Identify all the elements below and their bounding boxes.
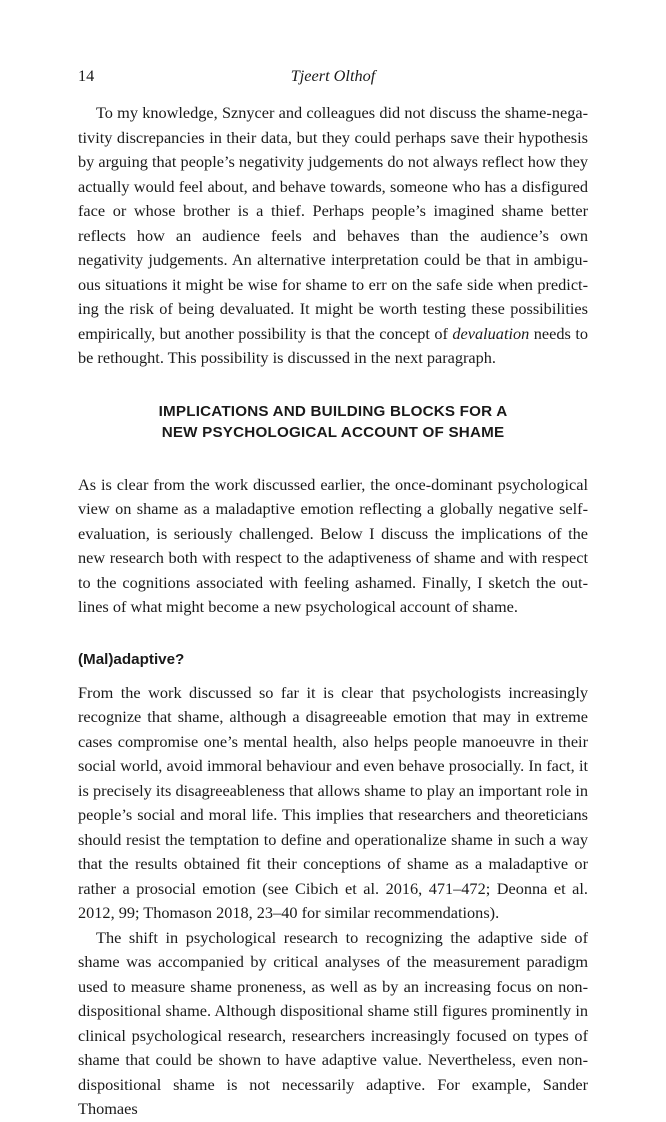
body-text bbox=[78, 101, 588, 1122]
emphasized-term: devaluation bbox=[452, 323, 530, 343]
paragraph-adaptiveness: From the work discussed so far it is clear that psychologists increasingly recognize that shame, although a disagreeable emotion that may in extreme cases compromise one’s mental health, also helps people manoeuvre in their social world, avoid immoral behaviour and even behave prosocially. In fact, it is precisely its disagreeableness that allows shame to play an important role in people’s social and moral life. This implies that researchers and theoreticians should resist the temptation to define and operationalize shame in such a way that the results obtained fit their conceptions of shame as a maladaptive or rather a prosocial emotion (see Cibich et al. 2016, 471–472; Deonna et al. 2012, 99; Thomason 2018, 23–40 for similar recommendations). bbox=[78, 682, 588, 922]
section-heading-line-2: NEW PSYCHOLOGICAL ACCOUNT OF SHAME bbox=[161, 424, 505, 441]
page-number: 14 bbox=[78, 66, 95, 85]
paragraph-text: To my knowledge, Sznycer and colleagues did not discuss the shame-negativity discrepancies in their data, but they could perhaps save their hypothesis by arguing that people’s negativity judgements do not always reflect how they actually would feel about, and behave towards, someone who has a disfigured face or whose brother is a thief. Perhaps people’s imagined shame better reflects how an audience feels and behaves than the audience’s own negativity judgements. An alternative interpretation could be that in ambiguous situations it might be wise for shame to err on the safe side when predicting the risk of being devaluated. It might be worth testing these possibilities empirically, but another possibility is that the concept of bbox=[78, 103, 588, 343]
section-heading bbox=[78, 401, 588, 444]
paragraph-implications-intro: As is clear from the work discussed earlier, the once-dominant psychological view on shame as a maladaptive emotion reflecting a globally negative self-evaluation, is seriously challenged. Below I discuss the implications of the new research both with respect to the adaptiveness of shame and with respect to the cognitions associated with feeling ashamed. Finally, I sketch the outlines of what might become a new psychological account of shame. bbox=[78, 474, 588, 616]
running-title: Tjeert Olthof bbox=[290, 66, 376, 85]
paragraph-sznycer-discussion bbox=[78, 101, 588, 371]
paragraph-text: needs to be rethought. This possibility is discussed in the next paragraph. bbox=[78, 323, 588, 367]
paragraph-measurement-shift: The shift in psychological research to recognizing the adaptive side of shame was accompanied by critical analyses of the measurement paradigm used to measure shame proneness, as well as by an increasing focus on non-dispositional shame. Although dispositional shame still figures prominently in clinical psychological research, researchers increasingly focused on types of shame that could be shown to have adaptive value. Nevertheless, even non-dispositional shame is not necessarily adaptive. For example, Sander Thomaes bbox=[78, 927, 588, 1118]
running-head bbox=[78, 64, 588, 88]
section-heading-line-1: IMPLICATIONS AND BUILDING BLOCKS FOR A bbox=[158, 402, 508, 420]
subsection-heading: (Mal)adaptive? bbox=[78, 650, 185, 668]
